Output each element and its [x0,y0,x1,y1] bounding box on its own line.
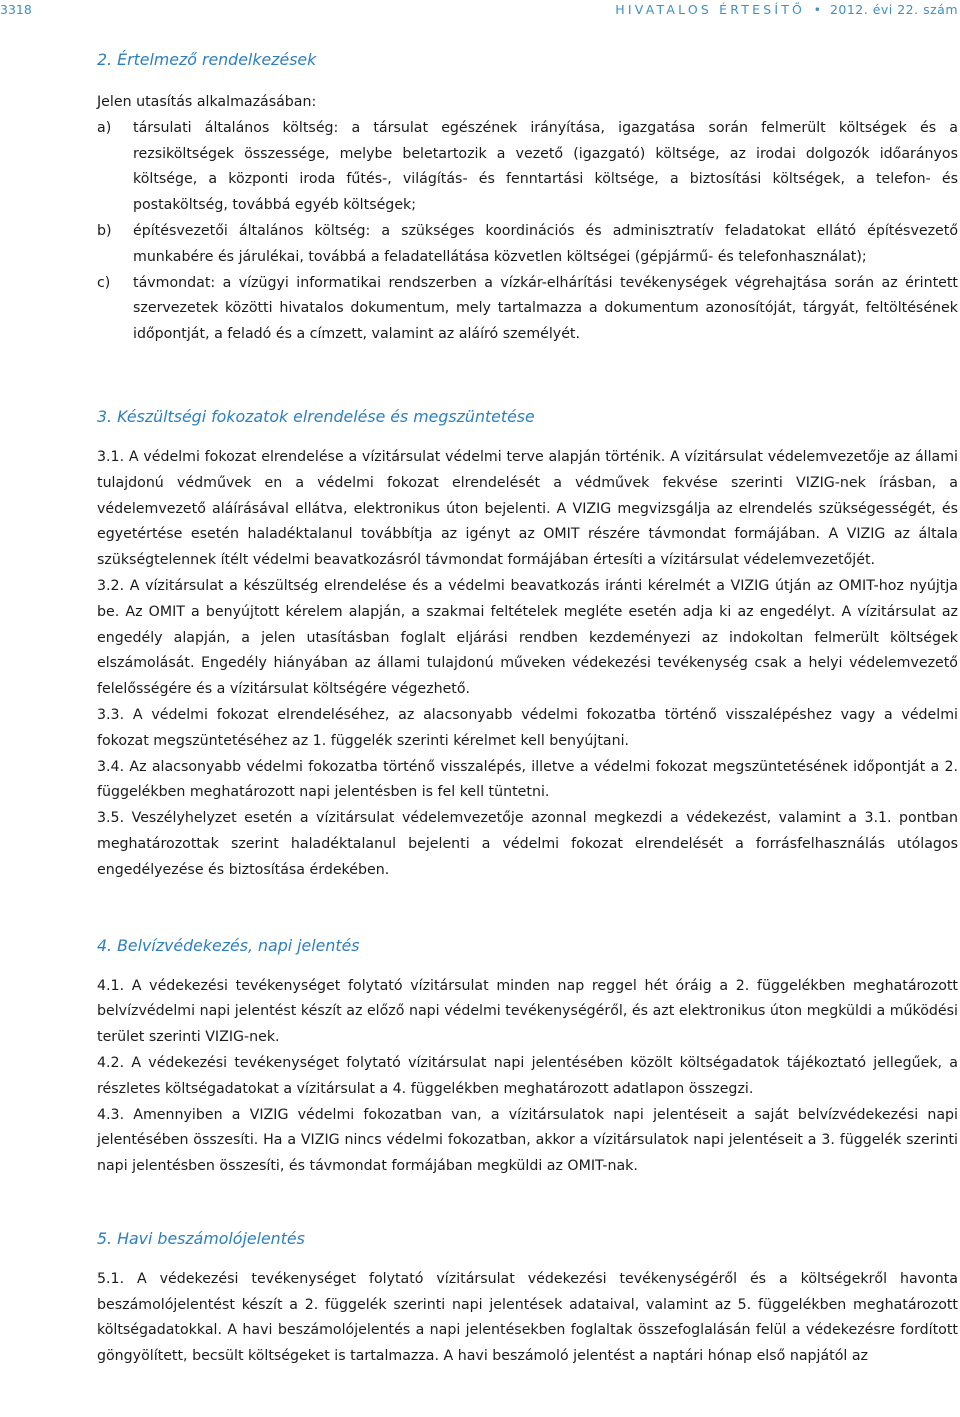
issue-label: 2012. évi 22. szám [829,2,958,17]
paragraph-5-1: 5.1. A védekezési tevékenységet folytató vízitársulat védekezési tevékenységéről és a költségekről havonta beszámolójelentést készít a 2. függelék szerinti napi jelentések adataival, valamint az 5. függelékben meghatározott költségadatokkal. A havi beszámolójelentés a napi jelentésekben foglaltak összefoglalásán felül a védekezésre fordított göngyölített, becsült költségeket is tartalmazza. A havi beszámoló jelentést a naptári hónap első napjától az [97,1270,958,1365]
definition-marker: c) [97,274,111,291]
definition-text: építésvezetői általános költség: a szükséges koordinációs és adminisztratív feladatokat ellátó építésvezető munkabére és járulékai, továbbá a feladatellátása közvetlen költségei (gépjármű- és telefonhasználat); [133,222,958,265]
paragraph-3-5: 3.5. Veszélyhelyzet esetén a vízitársulat védelemvezetője azonnal megkezdi a védekezést, valamint a 3.1. pontban meghatározottak szerint haladéktalanul bejelenti a védelmi fokozat elrendelését a forrásfelhasználás utólagos engedélyezése és biztosítása érdekében. [97,810,958,878]
definition-item-a [97,116,958,219]
definition-item-b [97,219,958,271]
page-header [0,0,960,20]
section-5 [97,1225,958,1370]
definition-marker: a) [97,119,112,136]
section-3-title: 3. Készültségi fokozatok elrendelése és megszüntetése [97,406,535,426]
definition-text: távmondat: a vízügyi informatikai rendszerben a vízkár-elhárítási tevékenységek végrehajtása során az érintett szervezetek közötti hivatalos dokumentum, mely tartalmazza a dokumentum azonosítóját, tárgyát, feltöltésének időpontját, a feladó és a címzett, valamint az aláíró személyét. [133,274,958,343]
paragraph-4-2: 4.2. A védekezési tevékenységet folytató vízitársulat napi jelentésében közölt költségadatok tájékoztató jellegűek, a részletes költségadatokat a vízitársulat a 4. függelékben meghatározott adatlapon összegzi. [97,1054,958,1097]
paragraph-3-2: 3.2. A vízitársulat a készültség elrendelése és a védelmi beavatkozás iránti kérelmét a VIZIG útján az OMIT-hoz nyújtja be. Az OMIT a benyújtott kérelem alapján, a szakmai feltételek megléte esetén adja ki az engedélyt. A vízitársulat az engedély alapján, a jelen utasításban foglalt eljárási rendben kezdeményezi az indokoltan felmerült költségek elszámolását. Engedély hiányában az állami tulajdonú műveken védekezési tevékenység csak a helyi védelemvezető felelősségére és a vízitársulat költségére végezhető. [97,577,958,698]
page-number: 3318 [0,2,32,17]
definition-item-c [97,271,958,348]
section-2-intro: Jelen utasítás alkalmazásában: [97,94,317,110]
section-3 [97,403,958,884]
section-2-title: 2. Értelmező rendelkezések [97,50,317,69]
document-body [97,46,958,1370]
section-4 [97,932,958,1180]
definition-text: társulati általános költség: a társulat egészének irányítása, igazgatása során felmerült költségek és a rezsiköltségek összessége, melybe beletartozik a vezető (igazgató) költsége, az irodai dolgozók időarányos költsége, a központi iroda fűtés-, világítás- és fenntartási költsége, a biztosítási költségek, a telefon- és postaköltség, továbbá egyéb költségek; [133,119,958,214]
journal-info [615,2,958,17]
paragraph-3-1: 3.1. A védelmi fokozat elrendelése a vízitársulat védelmi terve alapján történik. A vízitársulat védelemvezetője az állami tulajdonú védművek en a védelmi fokozat elrendelését a védművek fekvése szerinti VIZIG-nek írásban, a védelemvezető aláírásával ellátva, elektronikus úton bejelenti. A VIZIG megvizsgálja az elrendelés szükségességét, és egyetértése esetén haladéktalanul továbbítja az igényt az OMIT részére távmondat formájában. A VIZIG az általa szükségtelennek ítélt védelmi beavatkozásról távmondat formájában értesíti a vízitársulat védelemvezetőjét. [97,448,958,569]
paragraph-3-4: 3.4. Az alacsonyabb védelmi fokozatba történő visszalépés, illetve a védelmi fokozat megszüntetésének időpontját a 2. függelékben meghatározott napi jelentésben is fel kell tüntetni. [97,758,958,801]
header-bullet: • [813,2,822,17]
paragraph-4-3: 4.3. Amennyiben a VIZIG védelmi fokozatban van, a vízitársulatok napi jelentéseit a saját belvízvédekezési napi jelentésében összesíti. Ha a VIZIG nincs védelmi fokozatban, akkor a vízitársulatok napi jelentéseit a 3. függelék szerinti napi jelentésben összesíti, és távmondat formájában megküldi az OMIT-nak. [97,1106,958,1175]
section-2 [97,46,958,348]
section-4-title: 4. Belvízvédekezés, napi jelentés [97,935,360,955]
definition-list [97,116,958,348]
journal-title: HIVATALOS ÉRTESÍTŐ [615,2,806,17]
section-5-title: 5. Havi beszámolójelentés [97,1228,305,1248]
paragraph-3-3: 3.3. A védelmi fokozat elrendeléséhez, az alacsonyabb védelmi fokozatba történő visszalépéshez vagy a védelmi fokozat megszüntetéséhez az 1. függelék szerinti kérelmet kell benyújtani. [97,706,958,749]
paragraph-4-1: 4.1. A védekezési tevékenységet folytató vízitársulat minden nap reggel hét óráig a 2. függelékben meghatározott belvízvédelmi napi jelentést készít az előző napi védelmi tevékenységéről, és azt elektronikus úton megküldi a működési terület szerinti VIZIG-nek. [97,977,958,1046]
definition-marker: b) [97,222,112,239]
